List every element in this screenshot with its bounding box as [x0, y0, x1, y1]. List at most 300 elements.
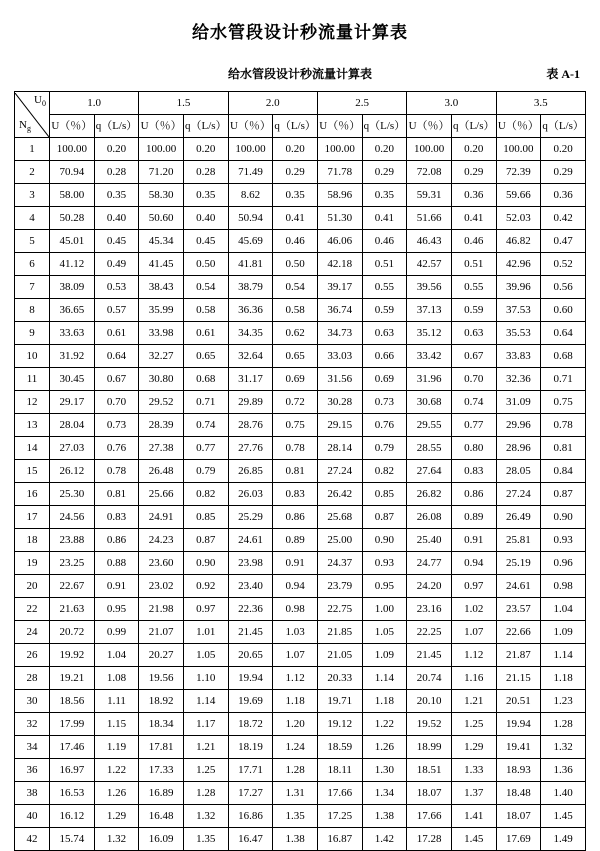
cell-u-2: 100.00	[139, 138, 184, 161]
cell-u-2: 29.52	[139, 391, 184, 414]
cell-u-6: 27.24	[496, 483, 541, 506]
cell-u-6: 46.82	[496, 230, 541, 253]
cell-u-4: 58.96	[317, 184, 362, 207]
cell-u-1: 33.63	[50, 322, 95, 345]
cell-q-1: 0.91	[94, 575, 139, 598]
cell-u-3: 26.03	[228, 483, 273, 506]
cell-u-1: 31.92	[50, 345, 95, 368]
cell-u-5: 30.68	[407, 391, 452, 414]
cell-q-1: 0.70	[94, 391, 139, 414]
cell-u-3: 17.71	[228, 759, 273, 782]
cell-q-4: 1.00	[362, 598, 407, 621]
cell-q-2: 0.68	[183, 368, 228, 391]
cell-u-1: 19.21	[50, 667, 95, 690]
cell-u-5: 21.45	[407, 644, 452, 667]
cell-q-5: 1.29	[451, 736, 496, 759]
subheader-u-4: U（％）	[317, 115, 362, 138]
cell-u-5: 27.64	[407, 460, 452, 483]
cell-q-6: 1.49	[541, 828, 586, 851]
cell-u-5: 42.57	[407, 253, 452, 276]
cell-u-4: 39.17	[317, 276, 362, 299]
cell-q-6: 1.40	[541, 782, 586, 805]
table-row	[15, 253, 586, 276]
cell-q-5: 0.55	[451, 276, 496, 299]
cell-u-4: 30.28	[317, 391, 362, 414]
table-row	[15, 575, 586, 598]
flow-rate-table	[14, 91, 586, 851]
cell-u-1: 16.97	[50, 759, 95, 782]
cell-u-6: 100.00	[496, 138, 541, 161]
corner-u-sub: 0	[42, 98, 46, 108]
group-header-4: 2.5	[317, 92, 406, 115]
cell-u-4: 17.25	[317, 805, 362, 828]
cell-q-2: 0.87	[183, 529, 228, 552]
cell-q-6: 1.32	[541, 736, 586, 759]
cell-u-2: 25.66	[139, 483, 184, 506]
cell-q-3: 0.50	[273, 253, 318, 276]
cell-u-6: 72.39	[496, 161, 541, 184]
cell-u-2: 27.38	[139, 437, 184, 460]
cell-q-5: 1.25	[451, 713, 496, 736]
cell-u-3: 19.94	[228, 667, 273, 690]
cell-q-2: 1.05	[183, 644, 228, 667]
corner-n-text: N	[19, 119, 27, 132]
cell-u-3: 17.27	[228, 782, 273, 805]
cell-q-4: 0.46	[362, 230, 407, 253]
cell-u-5: 18.51	[407, 759, 452, 782]
cell-u-5: 26.82	[407, 483, 452, 506]
cell-u-1: 45.01	[50, 230, 95, 253]
cell-u-1: 24.56	[50, 506, 95, 529]
cell-q-3: 1.38	[273, 828, 318, 851]
cell-q-3: 0.91	[273, 552, 318, 575]
row-index-cell: 17	[15, 506, 50, 529]
cell-q-5: 0.94	[451, 552, 496, 575]
cell-u-5: 24.77	[407, 552, 452, 575]
cell-q-4: 0.87	[362, 506, 407, 529]
table-number: 表 A-1	[546, 67, 580, 81]
cell-q-4: 1.30	[362, 759, 407, 782]
cell-u-1: 20.72	[50, 621, 95, 644]
cell-u-6: 18.07	[496, 805, 541, 828]
cell-u-6: 37.53	[496, 299, 541, 322]
cell-u-2: 23.60	[139, 552, 184, 575]
cell-u-3: 25.29	[228, 506, 273, 529]
cell-u-2: 18.34	[139, 713, 184, 736]
table-row	[15, 552, 586, 575]
cell-u-6: 18.93	[496, 759, 541, 782]
cell-u-6: 52.03	[496, 207, 541, 230]
cell-q-3: 0.75	[273, 414, 318, 437]
cell-q-3: 0.78	[273, 437, 318, 460]
cell-u-3: 36.36	[228, 299, 273, 322]
cell-q-6: 1.28	[541, 713, 586, 736]
cell-q-2: 1.28	[183, 782, 228, 805]
cell-u-6: 26.49	[496, 506, 541, 529]
cell-u-3: 41.81	[228, 253, 273, 276]
cell-q-1: 1.04	[94, 644, 139, 667]
row-index-cell: 11	[15, 368, 50, 391]
cell-q-1: 1.19	[94, 736, 139, 759]
cell-q-3: 0.41	[273, 207, 318, 230]
cell-q-5: 1.21	[451, 690, 496, 713]
cell-q-2: 0.65	[183, 345, 228, 368]
cell-u-6: 21.15	[496, 667, 541, 690]
cell-q-3: 0.46	[273, 230, 318, 253]
subheader-u-3: U（％）	[228, 115, 273, 138]
cell-u-3: 32.64	[228, 345, 273, 368]
table-row	[15, 621, 586, 644]
cell-q-6: 1.45	[541, 805, 586, 828]
cell-q-5: 1.45	[451, 828, 496, 851]
cell-q-6: 0.96	[541, 552, 586, 575]
cell-u-6: 18.48	[496, 782, 541, 805]
cell-u-2: 26.48	[139, 460, 184, 483]
cell-q-5: 1.07	[451, 621, 496, 644]
cell-q-4: 1.05	[362, 621, 407, 644]
cell-u-2: 24.91	[139, 506, 184, 529]
row-index-cell: 34	[15, 736, 50, 759]
corner-n-sub: g	[26, 124, 31, 134]
row-index-cell: 16	[15, 483, 50, 506]
cell-q-3: 0.62	[273, 322, 318, 345]
cell-q-3: 1.12	[273, 667, 318, 690]
cell-u-6: 59.66	[496, 184, 541, 207]
cell-q-3: 0.98	[273, 598, 318, 621]
subheader-q-1: q（L/s）	[94, 115, 139, 138]
subheader-q-6: q（L/s）	[541, 115, 586, 138]
cell-u-5: 100.00	[407, 138, 452, 161]
table-row	[15, 644, 586, 667]
cell-q-3: 0.20	[273, 138, 318, 161]
cell-q-3: 0.89	[273, 529, 318, 552]
table-row	[15, 828, 586, 851]
cell-q-4: 1.34	[362, 782, 407, 805]
cell-q-1: 0.53	[94, 276, 139, 299]
cell-q-2: 1.17	[183, 713, 228, 736]
cell-q-1: 0.73	[94, 414, 139, 437]
cell-u-5: 18.07	[407, 782, 452, 805]
cell-q-2: 0.54	[183, 276, 228, 299]
cell-q-5: 0.51	[451, 253, 496, 276]
cell-u-6: 23.57	[496, 598, 541, 621]
row-index-cell: 2	[15, 161, 50, 184]
cell-q-3: 0.65	[273, 345, 318, 368]
table-row	[15, 713, 586, 736]
cell-q-5: 0.77	[451, 414, 496, 437]
cell-u-2: 23.02	[139, 575, 184, 598]
cell-u-4: 26.42	[317, 483, 362, 506]
cell-u-1: 38.09	[50, 276, 95, 299]
cell-q-6: 0.42	[541, 207, 586, 230]
cell-q-4: 0.95	[362, 575, 407, 598]
cell-u-4: 25.68	[317, 506, 362, 529]
cell-u-3: 21.45	[228, 621, 273, 644]
cell-u-6: 24.61	[496, 575, 541, 598]
group-header-1: 1.0	[50, 92, 139, 115]
cell-q-1: 1.26	[94, 782, 139, 805]
cell-q-3: 0.81	[273, 460, 318, 483]
cell-u-6: 21.87	[496, 644, 541, 667]
cell-u-3: 71.49	[228, 161, 273, 184]
cell-q-1: 0.76	[94, 437, 139, 460]
cell-u-5: 39.56	[407, 276, 452, 299]
cell-u-5: 22.25	[407, 621, 452, 644]
cell-q-6: 0.90	[541, 506, 586, 529]
table-row	[15, 782, 586, 805]
cell-q-5: 0.41	[451, 207, 496, 230]
cell-u-1: 18.56	[50, 690, 95, 713]
cell-q-1: 0.81	[94, 483, 139, 506]
cell-u-3: 50.94	[228, 207, 273, 230]
table-row	[15, 184, 586, 207]
cell-u-1: 21.63	[50, 598, 95, 621]
cell-q-4: 1.14	[362, 667, 407, 690]
cell-u-2: 21.98	[139, 598, 184, 621]
cell-u-4: 18.59	[317, 736, 362, 759]
cell-q-6: 0.29	[541, 161, 586, 184]
cell-u-3: 31.17	[228, 368, 273, 391]
cell-u-5: 26.08	[407, 506, 452, 529]
cell-q-1: 1.32	[94, 828, 139, 851]
cell-u-2: 58.30	[139, 184, 184, 207]
cell-u-5: 29.55	[407, 414, 452, 437]
cell-u-4: 33.03	[317, 345, 362, 368]
cell-u-2: 16.48	[139, 805, 184, 828]
cell-q-4: 0.41	[362, 207, 407, 230]
cell-u-6: 32.36	[496, 368, 541, 391]
subheader-q-3: q（L/s）	[273, 115, 318, 138]
row-index-cell: 8	[15, 299, 50, 322]
cell-q-3: 1.20	[273, 713, 318, 736]
cell-q-2: 0.92	[183, 575, 228, 598]
cell-u-6: 20.51	[496, 690, 541, 713]
cell-u-3: 23.98	[228, 552, 273, 575]
cell-u-4: 34.73	[317, 322, 362, 345]
cell-u-4: 16.87	[317, 828, 362, 851]
cell-u-1: 29.17	[50, 391, 95, 414]
table-row	[15, 414, 586, 437]
cell-q-2: 0.79	[183, 460, 228, 483]
cell-u-4: 27.24	[317, 460, 362, 483]
cell-q-6: 0.87	[541, 483, 586, 506]
cell-q-4: 1.38	[362, 805, 407, 828]
cell-q-5: 1.02	[451, 598, 496, 621]
cell-q-3: 0.35	[273, 184, 318, 207]
row-index-cell: 26	[15, 644, 50, 667]
cell-q-2: 0.28	[183, 161, 228, 184]
cell-u-1: 30.45	[50, 368, 95, 391]
table-row	[15, 805, 586, 828]
cell-q-4: 1.22	[362, 713, 407, 736]
row-index-cell: 19	[15, 552, 50, 575]
cell-q-6: 1.36	[541, 759, 586, 782]
row-index-cell: 1	[15, 138, 50, 161]
cell-u-2: 16.09	[139, 828, 184, 851]
cell-q-6: 0.52	[541, 253, 586, 276]
cell-u-3: 16.86	[228, 805, 273, 828]
cell-u-1: 16.53	[50, 782, 95, 805]
cell-u-5: 20.74	[407, 667, 452, 690]
cell-u-1: 41.12	[50, 253, 95, 276]
row-index-cell: 10	[15, 345, 50, 368]
cell-u-1: 26.12	[50, 460, 95, 483]
table-row	[15, 759, 586, 782]
cell-q-4: 0.69	[362, 368, 407, 391]
cell-q-6: 0.81	[541, 437, 586, 460]
cell-q-4: 1.26	[362, 736, 407, 759]
cell-u-4: 23.79	[317, 575, 362, 598]
cell-u-2: 24.23	[139, 529, 184, 552]
cell-u-5: 17.28	[407, 828, 452, 851]
cell-u-2: 20.27	[139, 644, 184, 667]
cell-u-5: 20.10	[407, 690, 452, 713]
cell-q-2: 0.82	[183, 483, 228, 506]
table-header	[15, 92, 586, 138]
cell-q-1: 0.99	[94, 621, 139, 644]
cell-q-4: 0.51	[362, 253, 407, 276]
subheader-q-4: q（L/s）	[362, 115, 407, 138]
cell-u-5: 51.66	[407, 207, 452, 230]
cell-u-5: 35.12	[407, 322, 452, 345]
cell-u-5: 37.13	[407, 299, 452, 322]
cell-u-5: 24.20	[407, 575, 452, 598]
cell-u-6: 31.09	[496, 391, 541, 414]
cell-u-1: 27.03	[50, 437, 95, 460]
cell-u-3: 23.40	[228, 575, 273, 598]
cell-u-5: 31.96	[407, 368, 452, 391]
cell-u-6: 25.81	[496, 529, 541, 552]
cell-q-5: 0.83	[451, 460, 496, 483]
caption-row	[14, 65, 586, 85]
cell-u-2: 21.07	[139, 621, 184, 644]
cell-q-3: 0.58	[273, 299, 318, 322]
subheader-q-5: q（L/s）	[451, 115, 496, 138]
cell-q-5: 0.89	[451, 506, 496, 529]
cell-q-1: 1.08	[94, 667, 139, 690]
cell-q-2: 0.20	[183, 138, 228, 161]
table-body	[15, 138, 586, 851]
cell-q-1: 0.86	[94, 529, 139, 552]
cell-q-6: 1.23	[541, 690, 586, 713]
cell-u-6: 28.05	[496, 460, 541, 483]
row-index-cell: 42	[15, 828, 50, 851]
cell-u-4: 46.06	[317, 230, 362, 253]
cell-q-2: 0.61	[183, 322, 228, 345]
cell-u-1: 16.12	[50, 805, 95, 828]
table-row	[15, 161, 586, 184]
cell-q-1: 0.28	[94, 161, 139, 184]
cell-u-6: 17.69	[496, 828, 541, 851]
table-row	[15, 506, 586, 529]
cell-u-5: 23.16	[407, 598, 452, 621]
cell-q-4: 0.55	[362, 276, 407, 299]
cell-q-2: 0.58	[183, 299, 228, 322]
cell-u-2: 71.20	[139, 161, 184, 184]
cell-q-3: 0.83	[273, 483, 318, 506]
row-index-cell: 4	[15, 207, 50, 230]
cell-u-2: 17.81	[139, 736, 184, 759]
row-index-cell: 7	[15, 276, 50, 299]
cell-u-4: 19.12	[317, 713, 362, 736]
cell-u-4: 42.18	[317, 253, 362, 276]
cell-u-4: 17.66	[317, 782, 362, 805]
table-row	[15, 667, 586, 690]
cell-u-5: 25.40	[407, 529, 452, 552]
cell-q-6: 0.56	[541, 276, 586, 299]
cell-u-5: 17.66	[407, 805, 452, 828]
group-header-5: 3.0	[407, 92, 496, 115]
cell-q-1: 0.57	[94, 299, 139, 322]
cell-u-4: 21.85	[317, 621, 362, 644]
table-row	[15, 345, 586, 368]
cell-u-1: 25.30	[50, 483, 95, 506]
cell-q-6: 0.71	[541, 368, 586, 391]
cell-u-2: 18.92	[139, 690, 184, 713]
cell-u-1: 15.74	[50, 828, 95, 851]
cell-q-2: 0.40	[183, 207, 228, 230]
header-row-subcolumns	[15, 115, 586, 138]
cell-u-3: 38.79	[228, 276, 273, 299]
cell-u-6: 25.19	[496, 552, 541, 575]
cell-q-1: 0.40	[94, 207, 139, 230]
cell-q-2: 1.25	[183, 759, 228, 782]
cell-u-1: 36.65	[50, 299, 95, 322]
cell-q-6: 0.78	[541, 414, 586, 437]
row-index-cell: 13	[15, 414, 50, 437]
cell-u-2: 38.43	[139, 276, 184, 299]
cell-u-3: 8.62	[228, 184, 273, 207]
cell-q-2: 1.35	[183, 828, 228, 851]
cell-u-4: 51.30	[317, 207, 362, 230]
cell-u-4: 20.33	[317, 667, 362, 690]
cell-u-5: 59.31	[407, 184, 452, 207]
cell-u-1: 70.94	[50, 161, 95, 184]
cell-u-6: 19.94	[496, 713, 541, 736]
cell-q-2: 0.71	[183, 391, 228, 414]
cell-q-1: 0.61	[94, 322, 139, 345]
cell-q-6: 0.84	[541, 460, 586, 483]
cell-u-2: 33.98	[139, 322, 184, 345]
row-index-cell: 24	[15, 621, 50, 644]
cell-u-4: 22.75	[317, 598, 362, 621]
cell-q-5: 0.80	[451, 437, 496, 460]
cell-q-3: 0.29	[273, 161, 318, 184]
cell-q-3: 0.69	[273, 368, 318, 391]
cell-q-2: 0.85	[183, 506, 228, 529]
cell-q-5: 1.12	[451, 644, 496, 667]
cell-u-4: 28.14	[317, 437, 362, 460]
cell-u-3: 18.72	[228, 713, 273, 736]
header-row-groups	[15, 92, 586, 115]
cell-q-1: 0.95	[94, 598, 139, 621]
cell-q-2: 0.77	[183, 437, 228, 460]
corner-u-text: U	[34, 93, 42, 106]
cell-q-1: 1.29	[94, 805, 139, 828]
cell-q-2: 0.50	[183, 253, 228, 276]
cell-u-3: 24.61	[228, 529, 273, 552]
cell-q-4: 1.09	[362, 644, 407, 667]
cell-u-3: 18.19	[228, 736, 273, 759]
cell-q-1: 0.88	[94, 552, 139, 575]
table-caption: 给水管段设计秒流量计算表	[227, 67, 372, 81]
cell-q-3: 0.86	[273, 506, 318, 529]
row-index-cell: 12	[15, 391, 50, 414]
cell-u-6: 19.41	[496, 736, 541, 759]
cell-q-6: 0.64	[541, 322, 586, 345]
row-index-cell: 15	[15, 460, 50, 483]
cell-q-2: 1.10	[183, 667, 228, 690]
